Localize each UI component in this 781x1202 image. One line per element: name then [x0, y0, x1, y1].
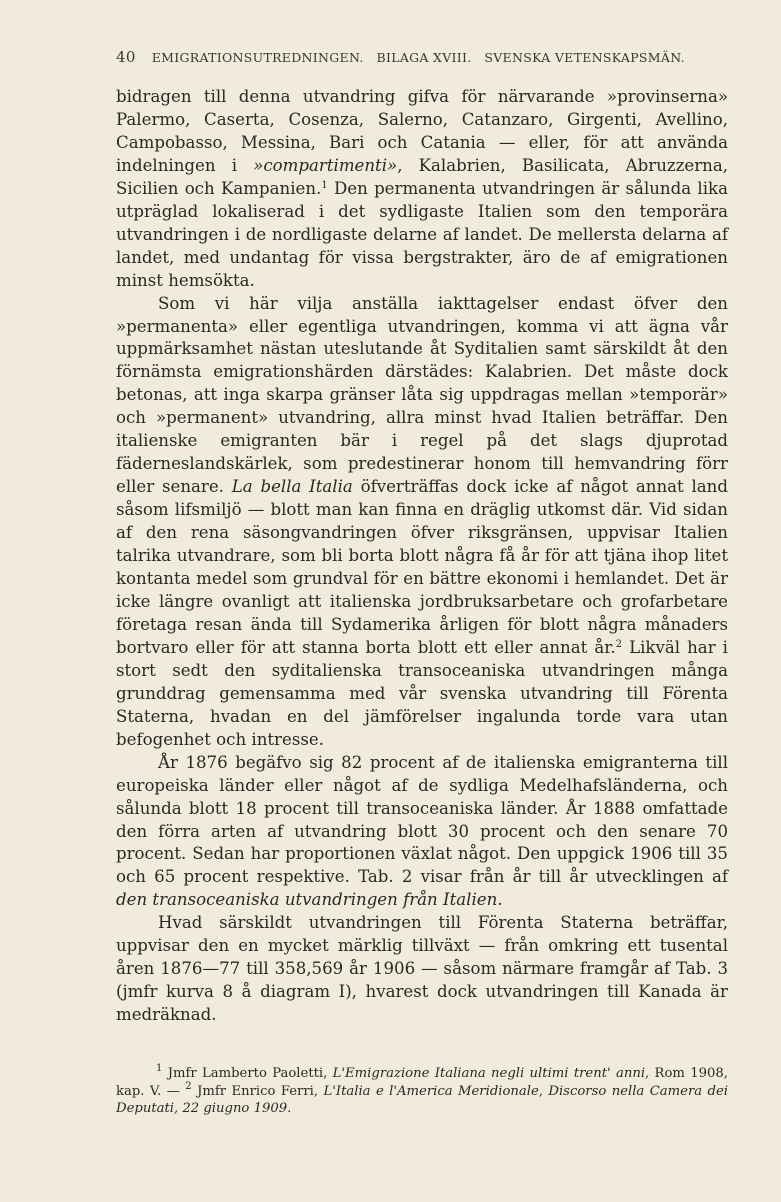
paragraph-1-text-a: bidragen till denna utvandring gifva för närvarande »provinserna» Palermo, Caserta, Cosenza, Salerno, Catanzaro, Girgenti, Avellino, Campobasso, Messina, Bari och Catania — eller, för att använda indelningen i [116, 87, 728, 175]
paragraph-1-text-c: Den permanenta utvandringen är sålunda lika utpräglad lokaliserad i det sydligaste Italien som den temporära utvandringen i de nordligaste delarne af landet. De mellersta delarna af landet, med undantag för vissa bergstrakter, äro de af emigrationen minst hemsökta. [116, 178, 728, 290]
footnote-2-text: Jmfr Enrico Ferri, [191, 1083, 324, 1099]
paragraph-2-text-b: öfverträffas dock icke af något annat land såsom lifsmiljö — blott man kan finna en dräglig utkomst där. Vid sidan af den rena säsongvandringen öfver riksgränsen, uppvisar Italien talrika utvandrare, som bli borta blott några få år för att tjäna ihop litet kontanta medel som grundval för en bättre ekonomi i hemlandet. Det är icke längre ovanligt att italienska jordbruksarbetare och grofarbetare företaga resan ända till Sydamerika årligen för blott några månaders bortvaro eller för att stanna borta blott ett eller annat år. [116, 477, 728, 657]
paragraph-4-text: Hvad särskildt utvandringen till Förenta Staterna beträffar, uppvisar den en mycket märklig tillväxt — från omkring ett tusental åren 1876—77 till 358,569 år 1906 — såsom närmare framgår af Tab. 3 (jmfr kurva 8 å diagram I), hvarest dock utvandringen till Kanada är medräknad. [116, 913, 728, 1025]
running-title: EMIGRATIONSUTREDNINGEN. BILAGA XVIII. SVENSKA VETENSKAPSMÄN. [151, 50, 685, 65]
footnote-2-mark: 2 [185, 1080, 192, 1092]
paragraph-1 [116, 86, 728, 293]
paragraph-2-text-a: Som vi här vilja anställa iakttagelser endast öfver den »permanenta» eller egentliga utvandringen, komma vi att ägna vår uppmärksamhet nästan uteslutande åt Syditalien samt särskildt åt den förnämsta emigrationshärden därstädes: Kalabrien. Det måste dock betonas, att inga skarpa gränser låta sig uppdragas mellan »temporär» och »permanent» utvandring, allra minst hvad Italien beträffar. Den italienske emigranten bär i regel på det slags djuprotad fäderneslandskärlek, som predestinerar honom till hemvandring förr eller senare. [116, 293, 728, 497]
paragraph-2 [116, 293, 728, 752]
running-head [116, 48, 728, 66]
footnote-1-mark: 1 [156, 1063, 163, 1075]
document-page [116, 48, 728, 1118]
page-number: 40 [116, 48, 136, 66]
paragraph-1-text-b: , Kalabrien, Basilicata, Abruzzerna, Sicilien och Kampanien. [116, 155, 728, 198]
paragraph-2-text-c: Likväl har i stort sedt den syditalienska transoceaniska utvandringen många grunddrag gemensamma med vår svenska utvandring till Förenta Staterna, hvadan en del jämförelser ingalunda torde vara utan befogenhet och intresse. [116, 637, 728, 749]
footnotes [116, 1065, 728, 1118]
footnote-1-text: Jmfr Lamberto Paoletti, [162, 1066, 333, 1082]
footnote-block [116, 1065, 728, 1118]
paragraph-2-italic: La bella Italia [231, 477, 353, 497]
paragraph-3 [116, 752, 728, 913]
paragraph-3-text-a: År 1876 begäfvo sig 82 procent af de italienska emigranterna till europeiska länder eller något af de sydliga Medelhafsländerna, och sålunda blott 18 procent till transoceaniska länder. År 1888 omfattade den förra arten af utvandring blott 30 procent och den senare 70 procent. Sedan har proportionen växlat något. Den uppgick 1906 till 35 och 65 procent respektive. Tab. 2 visar från år till år utvecklingen af [116, 752, 728, 887]
footnote-ref-2: 2 [615, 638, 623, 650]
paragraph-3-italic: den transoceaniska utvandringen från Italien. [116, 890, 503, 910]
footnote-ref-1: 1 [321, 179, 328, 191]
paragraph-4 [116, 912, 728, 1027]
footnote-1-source: Rom 1908, kap. V. — [116, 1066, 728, 1099]
footnote-2-title: L'Italia e l'America Meridionale, Discorso nella Camera dei Deputati, 22 giugno 1909. [116, 1083, 728, 1117]
footnote-1-title: L'Emigrazione Italiana negli ultimi trent' anni, [332, 1066, 650, 1082]
paragraph-1-italic: »compartimenti» [253, 155, 398, 175]
body-text [116, 86, 728, 1027]
